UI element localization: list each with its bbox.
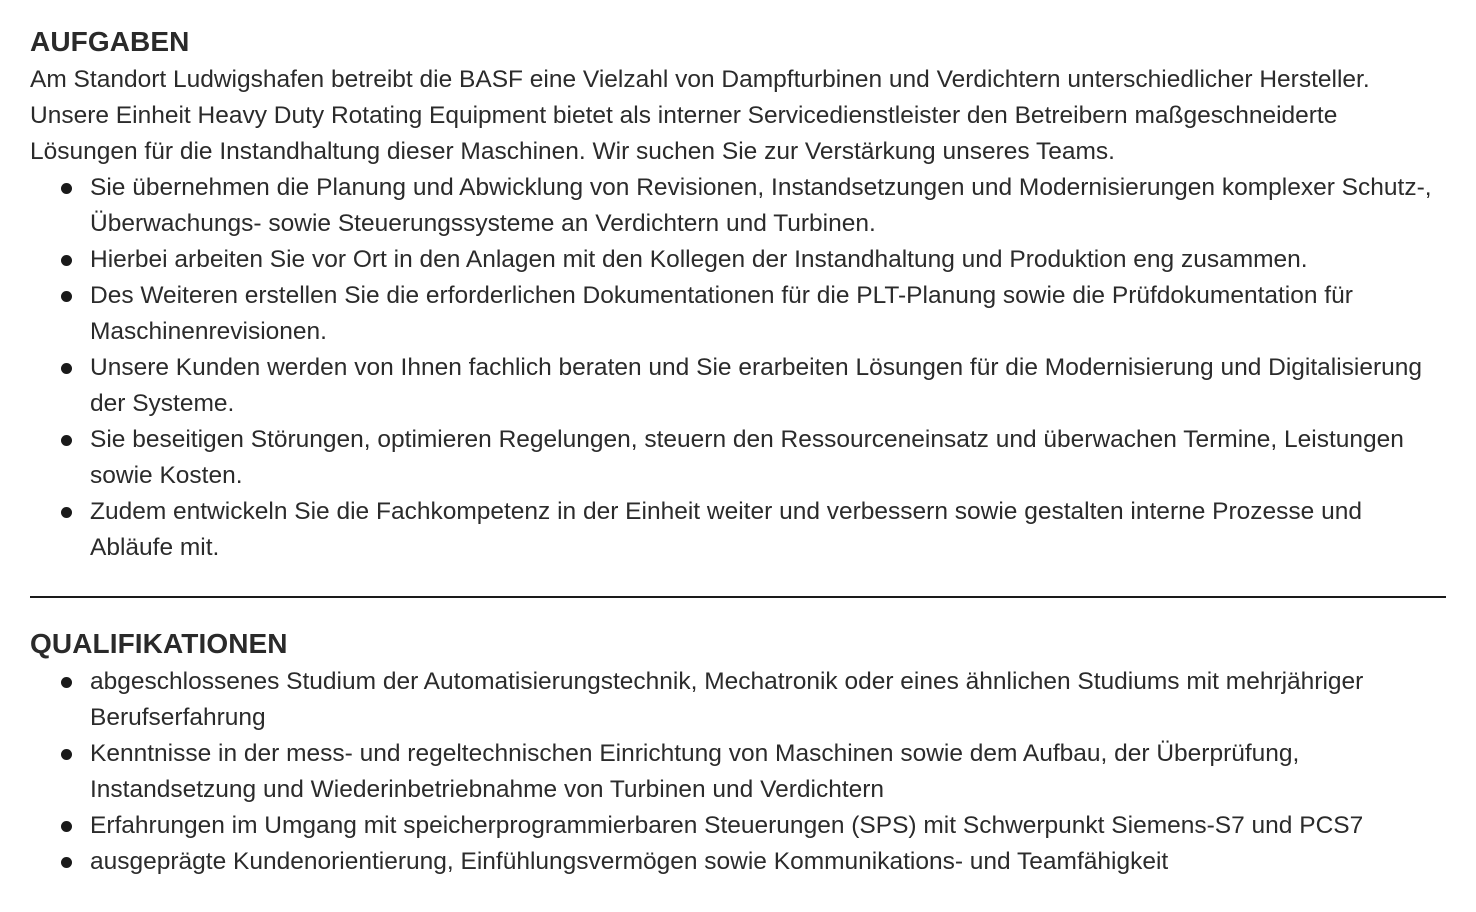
aufgaben-list: [30, 170, 1446, 566]
list-item: [90, 350, 1446, 422]
list-item: [90, 844, 1446, 880]
aufgaben-heading: AUFGABEN: [30, 26, 190, 57]
list-item-text: Sie übernehmen die Planung und Abwicklung von Revisionen, Instandsetzungen und Modernisierungen komplexer Schutz-, Überwachungs- sowie Steuerungssysteme an Verdichtern und Turbinen.: [90, 174, 1432, 237]
list-item: [90, 664, 1446, 736]
bullet-icon: [61, 255, 72, 266]
list-item-text: Zudem entwickeln Sie die Fachkompetenz in der Einheit weiter und verbessern sowie gestalten interne Prozesse und Abläufe mit.: [90, 498, 1362, 561]
list-item-text: Des Weiteren erstellen Sie die erforderlichen Dokumentationen für die PLT-Planung sowie die Prüfdokumentation für Maschinenrevisionen.: [90, 282, 1353, 345]
list-item-text: ausgeprägte Kundenorientierung, Einfühlungsvermögen sowie Kommunikations- und Teamfähigkeit: [90, 848, 1169, 875]
list-item-text: Sie beseitigen Störungen, optimieren Regelungen, steuern den Ressourceneinsatz und überwachen Termine, Leistungen sowie Kosten.: [90, 426, 1404, 489]
aufgaben-section: [30, 22, 1446, 566]
aufgaben-intro: Am Standort Ludwigshafen betreibt die BASF eine Vielzahl von Dampfturbinen und Verdichtern unterschiedlicher Hersteller. Unsere Einheit Heavy Duty Rotating Equipment bietet als interner Servicedienstleister den Betreibern maßgeschneiderte Lösungen für die Instandhaltung dieser Maschinen. Wir suchen Sie zur Verstärkung unseres Teams.: [30, 66, 1370, 165]
list-item: [90, 808, 1446, 844]
section-divider: [30, 596, 1446, 598]
qualifikationen-heading: QUALIFIKATIONEN: [30, 628, 288, 659]
list-item: [90, 278, 1446, 350]
bullet-icon: [61, 435, 72, 446]
bullet-icon: [61, 749, 72, 760]
bullet-icon: [61, 507, 72, 518]
list-item-text: Erfahrungen im Umgang mit speicherprogrammierbaren Steuerungen (SPS) mit Schwerpunkt Siemens-S7 und PCS7: [90, 812, 1364, 839]
bullet-icon: [61, 677, 72, 688]
qualifikationen-list: [30, 664, 1446, 880]
bullet-icon: [61, 291, 72, 302]
qualifikationen-section: [30, 624, 1446, 880]
list-item: [90, 170, 1446, 242]
list-item: [90, 494, 1446, 566]
list-item-text: abgeschlossenes Studium der Automatisierungstechnik, Mechatronik oder eines ähnlichen Studiums mit mehrjähriger Berufserfahrung: [90, 668, 1364, 731]
bullet-icon: [61, 857, 72, 868]
list-item-text: Kenntnisse in der mess- und regeltechnischen Einrichtung von Maschinen sowie dem Aufbau, der Überprüfung, Instandsetzung und Wiederinbetriebnahme von Turbinen und Verdichtern: [90, 740, 1300, 803]
list-item-text: Hierbei arbeiten Sie vor Ort in den Anlagen mit den Kollegen der Instandhaltung und Produktion eng zusammen.: [90, 246, 1308, 273]
list-item-text: Unsere Kunden werden von Ihnen fachlich beraten und Sie erarbeiten Lösungen für die Modernisierung und Digitalisierung der Systeme.: [90, 354, 1423, 417]
list-item: [90, 422, 1446, 494]
bullet-icon: [61, 183, 72, 194]
bullet-icon: [61, 363, 72, 374]
list-item: [90, 736, 1446, 808]
list-item: [90, 242, 1446, 278]
bullet-icon: [61, 821, 72, 832]
